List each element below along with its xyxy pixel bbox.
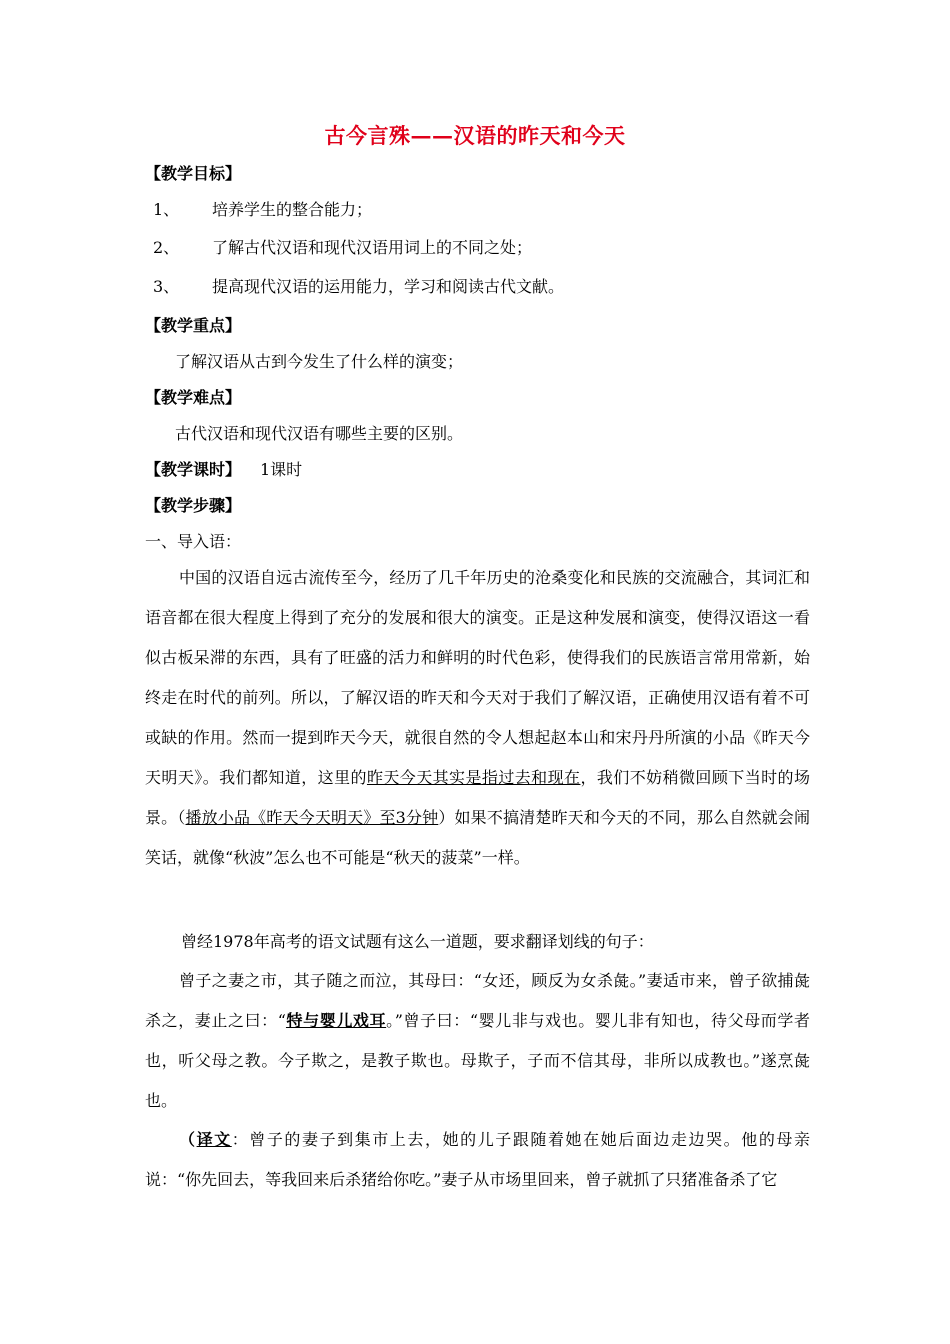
translation-text: 曾子的妻子到集市上去，她的儿子跟随着她在她后面边走边哭。他的母亲说：“你先回去，等我回来后杀猪给你吃。”妻子从市场里回来，曾子就抓了只猪准备杀了它 (145, 1130, 810, 1189)
intro-underlined-1: 昨天今天其实是指过去和现在 (366, 768, 581, 787)
translation-label: 译文 (196, 1130, 232, 1149)
exam-note: 曾经1978年高考的语文试题有这么一道题，要求翻译划线的句子： (181, 932, 654, 951)
intro-text-3: ）如果不搞清楚昨天和今天的不同，那么自然就会闹笑话，就像“秋波”怎么也不可能是“秋天的菠菜”一样。 (145, 808, 810, 867)
class-hours-value: 1课时 (260, 460, 303, 479)
objective-1-text: 培养学生的整合能力； (212, 200, 373, 219)
story-text-2: 。”曾子曰：“婴儿非与戏也。婴儿非有知也，待父母而学者也，听父母之教。今子欺之，是教子欺也。母欺子，子而不信其母，非所以成教也。”遂烹彘也。 (145, 1011, 810, 1110)
difficulty-heading: 【教学难点】 (145, 388, 242, 407)
translation-open-paren: （ (179, 1130, 197, 1149)
key-point-text: 了解汉语从古到今发生了什么样的演变； (175, 352, 464, 371)
steps-heading: 【教学步骤】 (145, 496, 242, 515)
translation-colon: ： (231, 1130, 250, 1149)
story-text-1: 曾子之妻之市，其子随之而泣，其母曰：“女还，顾反为女杀彘。”妻适市来，曾子欲捕彘杀之，妻止之曰：“ (145, 971, 810, 1030)
story-paragraph (145, 961, 810, 1121)
objectives-heading: 【教学目标】 (145, 164, 242, 183)
objective-3-number: 3、 (153, 277, 180, 296)
key-point-heading: 【教学重点】 (145, 316, 242, 335)
objective-1-number: 1、 (153, 200, 180, 219)
intro-paragraph (145, 558, 810, 878)
intro-underlined-2: 播放小品《昨天今天明天》至3分钟 (185, 808, 439, 827)
story-highlight: 特与婴儿戏耳 (285, 1011, 387, 1030)
objective-3-text: 提高现代汉语的运用能力，学习和阅读古代文献。 (212, 277, 565, 296)
translation-paragraph (145, 1120, 810, 1200)
intro-text-2: ，我们不妨稍微回顾下当时的场景。（ (145, 768, 810, 827)
objective-2-number: 2、 (153, 238, 180, 257)
difficulty-text: 古代汉语和现代汉语有哪些主要的区别。 (175, 424, 464, 443)
section-1-title: 一、导入语： (145, 532, 242, 551)
page-title: 古今言殊——汉语的昨天和今天 (324, 123, 626, 148)
intro-text-1: 中国的汉语自远古流传至今，经历了几千年历史的沧桑变化和民族的交流融合，其词汇和语音都在很大程度上得到了充分的发展和很大的演变。正是这种发展和演变，使得汉语这一看似古板呆滞的东西，具有了旺盛的活力和鲜明的时代色彩，使得我们的民族语言常用常新，始终走在时代的前列。所以，了解汉语的昨天和今天对于我们了解汉语，正确使用汉语有着不可或缺的作用。然而一提到昨天今天，就很自然的令人想起赵本山和宋丹丹所演的小品《昨天今天明天》。我们都知道，这里的 (145, 568, 810, 787)
objective-2-text: 了解古代汉语和现代汉语用词上的不同之处； (212, 238, 533, 257)
class-hours-heading: 【教学课时】 (145, 460, 242, 479)
